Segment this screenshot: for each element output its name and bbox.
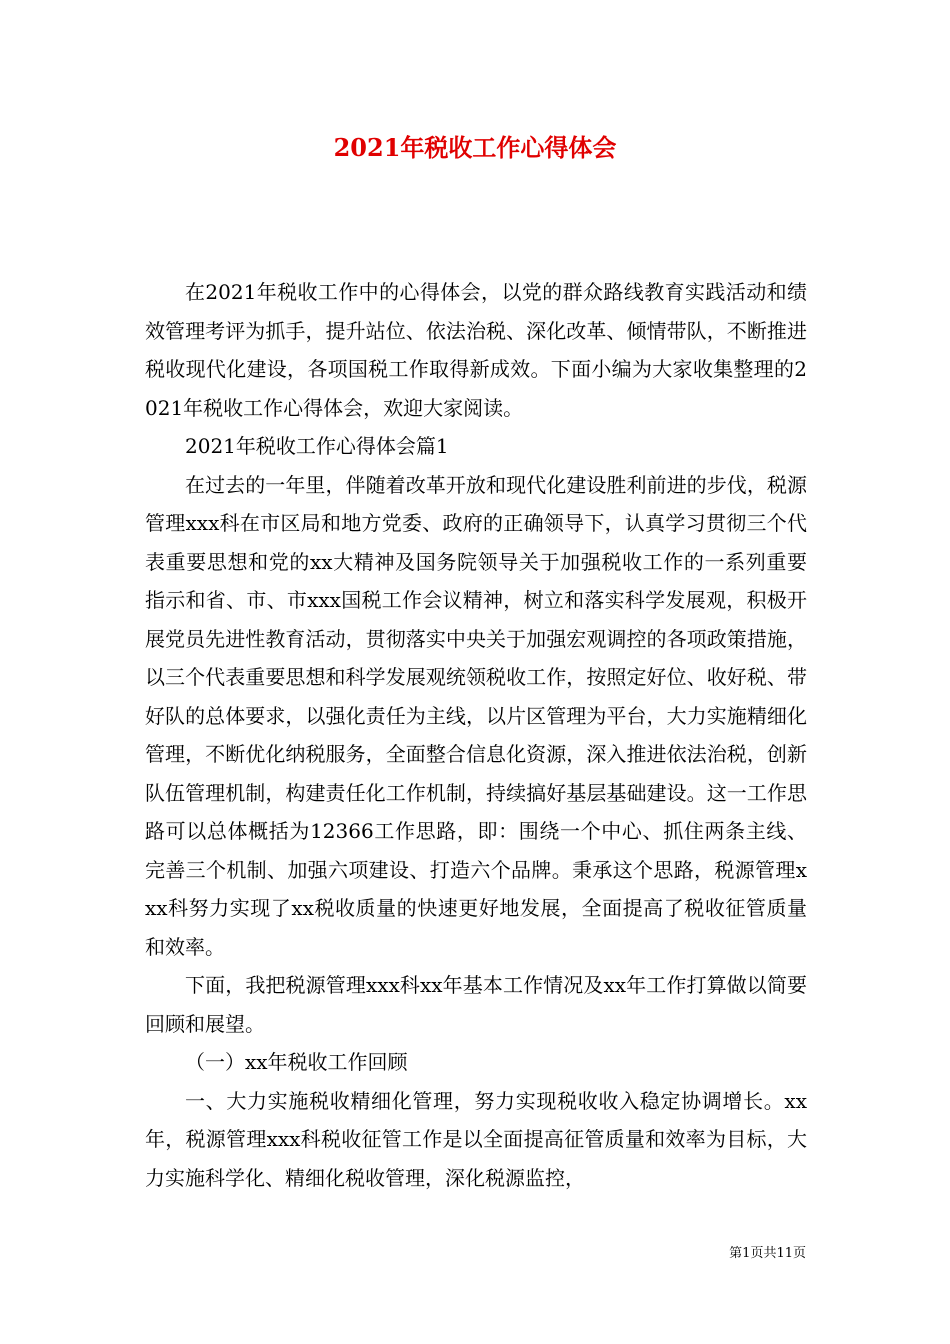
section-heading: 2021年税收工作心得体会篇1 — [185, 434, 449, 458]
document-body — [145, 273, 807, 1197]
body-paragraph: 一、大力实施税收精细化管理，努力实现税收收入稳定协调增长。xx年，税源管理xxx科税收征管工作是以全面提高征管质量和效率为目标，大力实施科学化、精细化税收管理，深化税源监控， — [145, 1088, 807, 1190]
page-number-footer: 第1页共11页 — [729, 1246, 806, 1261]
document-title: 2021年税收工作心得体会 — [333, 133, 617, 162]
subsection-heading: （一）xx年税收工作回顾 — [185, 1050, 408, 1074]
body-paragraph: 在过去的一年里，伴随着改革开放和现代化建设胜利前进的步伐，税源管理xxx科在市区局和地方党委、政府的正确领导下，认真学习贯彻三个代表重要思想和党的xx大精神及国务院领导关于加强税收工作的一系列重要指示和省、市、市xxx国税工作会议精神，树立和落实科学发展观，积极开展党员先进性教育活动，贯彻落实中央关于加强宏观调控的各项政策措施，以三个代表重要思想和科学发展观统领税收工作，按照定好位、收好税、带好队的总体要求，以强化责任为主线，以片区管理为平台，大力实施精细化管理，不断优化纳税服务，全面整合信息化资源，深入推进依法治税，创新队伍管理机制，构建责任化工作机制，持续搞好基层基础建设。这一工作思路可以总体概括为12366工作思路，即：围绕一个中心、抓住两条主线、完善三个机制、加强六项建设、打造六个品牌。秉承这个思路，税源管理xxx科努力实现了xx税收质量的快速更好地发展，全面提高了税收征管质量和效率。 — [145, 472, 807, 959]
body-paragraph: 下面，我把税源管理xxx科xx年基本工作情况及xx年工作打算做以简要回顾和展望。 — [145, 973, 807, 1036]
intro-paragraph: 在2021年税收工作中的心得体会，以党的群众路线教育实践活动和绩效管理考评为抓手，提升站位、依法治税、深化改革、倾情带队，不断推进税收现代化建设，各项国税工作取得新成效。下面小编为大家收集整理的2021年税收工作心得体会，欢迎大家阅读。 — [145, 280, 807, 420]
